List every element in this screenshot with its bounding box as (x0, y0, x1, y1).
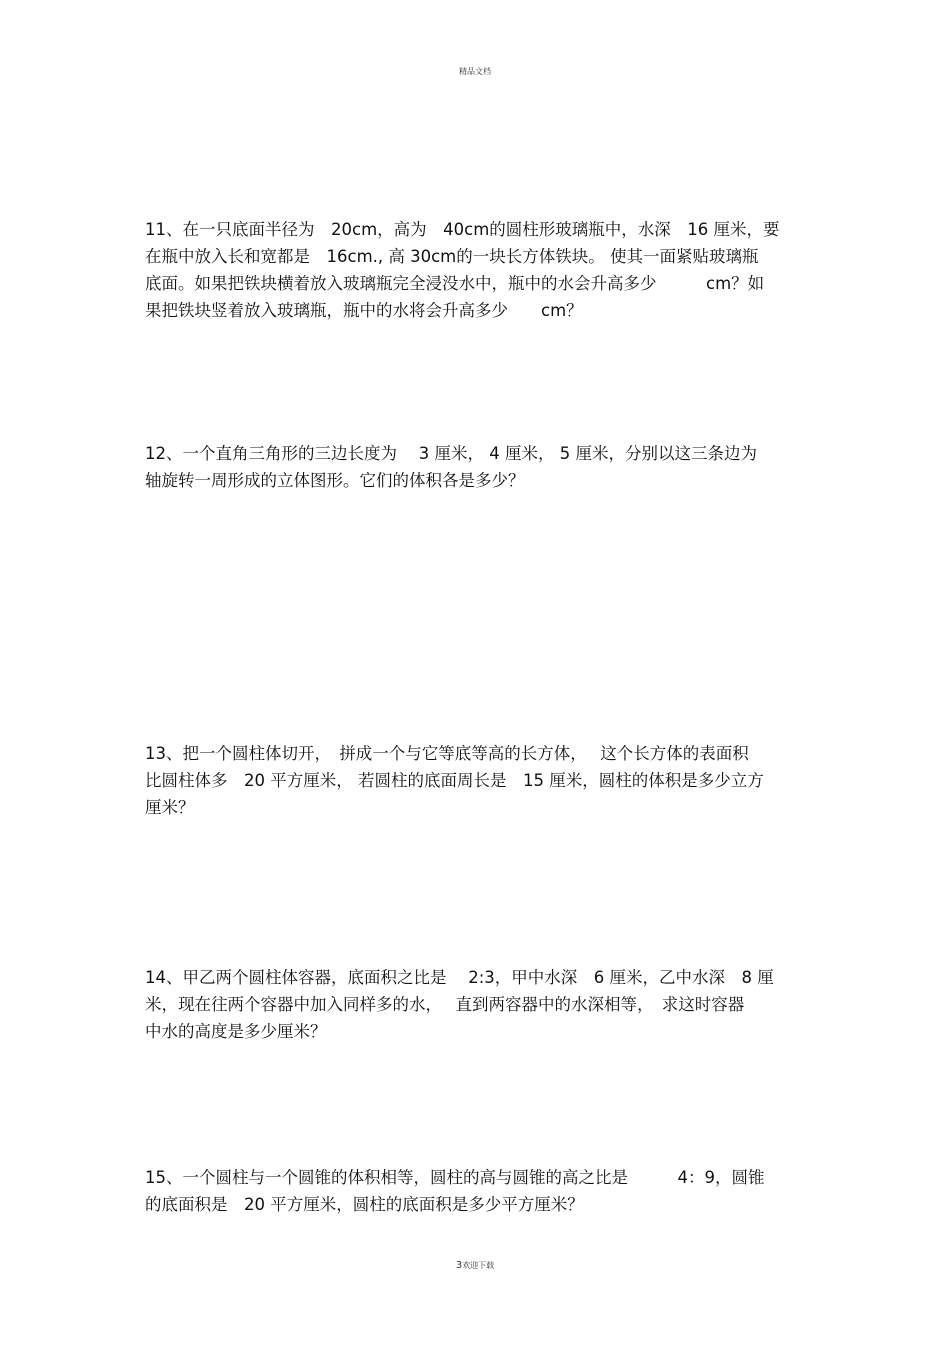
question-line: 14、甲乙两个圆柱体容器，底面积之比是 2:3，甲中水深 6 厘米，乙中水深 8 厘 (145, 968, 774, 987)
page-number: 3 (455, 1260, 463, 1271)
question-line: 底面。如果把铁块横着放入玻璃瓶完全浸没水中，瓶中的水会升高多少 cm？如 (145, 274, 765, 293)
question-line: 13、把一个圆柱体切开， 拼成一个与它等底等高的长方体， 这个长方体的表面积 (145, 744, 749, 763)
question-line: 厘米？ (145, 798, 195, 817)
question-line: 中水的高度是多少厘米？ (145, 1022, 327, 1041)
question-line: 轴旋转一周形成的立体图形。它们的体积各是多少？ (145, 471, 525, 490)
question-line: 12、一个直角三角形的三边长度为 3 厘米， 4 厘米， 5 厘米，分别以这三条边为 (145, 444, 757, 463)
question-line: 在瓶中放入长和宽都是 16cm., 高 30cm的一块长方体铁块。 使其一面紧贴玻璃瓶 (145, 247, 759, 266)
page-header: 精品文档 (459, 67, 491, 76)
page-footer (0, 1260, 950, 1271)
question-15 (145, 1164, 810, 1218)
question-13 (145, 740, 810, 821)
question-line: 果把铁块竖着放入玻璃瓶，瓶中的水将会升高多少 cm？ (145, 301, 583, 320)
question-line: 米，现在往两个容器中加入同样多的水， 直到两容器中的水深相等， 求这时容器 (145, 995, 745, 1014)
question-line: 11、在一只底面半径为 20cm，高为 40cm的圆柱形玻璃瓶中，水深 16 厘米，要 (145, 220, 780, 239)
question-line: 比圆柱体多 20 平方厘米， 若圆柱的底面周长是 15 厘米，圆柱的体积是多少立方 (145, 771, 764, 790)
question-12 (145, 440, 810, 494)
question-11 (145, 216, 810, 324)
question-14 (145, 964, 810, 1045)
question-line: 的底面积是 20 平方厘米，圆柱的底面积是多少平方厘米？ (145, 1195, 584, 1214)
question-line: 15、一个圆柱与一个圆锥的体积相等，圆柱的高与圆锥的高之比是 4：9，圆锥 (145, 1168, 765, 1187)
footer-text: 欢迎下载 (462, 1261, 495, 1270)
